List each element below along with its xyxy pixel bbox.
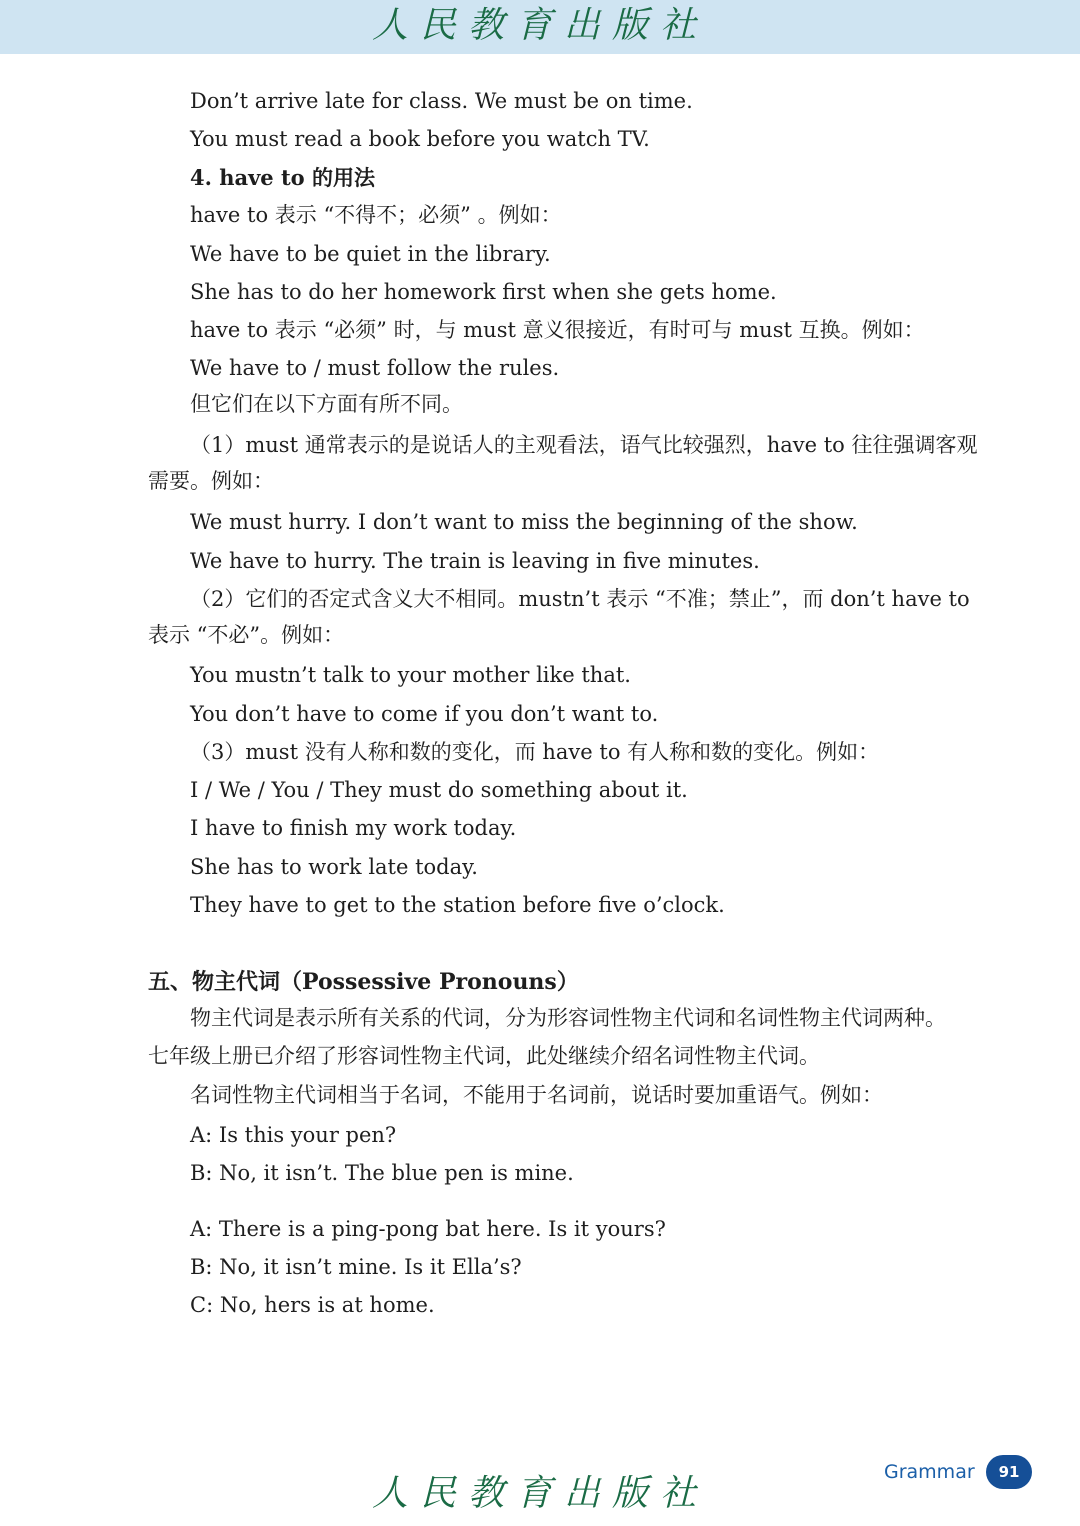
example-line: We have to hurry. The train is leaving in five minutes. xyxy=(190,549,760,573)
dialogue-line: A: Is this your pen? xyxy=(190,1123,397,1147)
text-line: 七年级上册已介绍了形容词性物主代词，此处继续介绍名词性物主代词。 xyxy=(148,1044,820,1068)
text-line: Don’t arrive late for class. We must be on time. xyxy=(190,89,693,113)
dialogue-line: B: No, it isn’t mine. Is it Ella’s? xyxy=(190,1255,522,1279)
example-line: We have to / must follow the rules. xyxy=(190,356,560,380)
footer-section-label: Grammar xyxy=(884,1461,975,1483)
text-line: have to 表示 “不得不；必须” 。例如： xyxy=(190,203,562,227)
text-line: have to 表示 “必须” 时，与 must 意义很接近，有时可与 must 互换。例如： xyxy=(190,318,925,342)
text-line: 名词性物主代词相当于名词，不能用于名词前，说话时要加重语气。例如： xyxy=(190,1083,883,1107)
dialogue-line: B: No, it isn’t. The blue pen is mine. xyxy=(190,1161,574,1185)
example-line: We must hurry. I don’t want to miss the beginning of the show. xyxy=(190,510,858,534)
example-line: She has to work late today. xyxy=(190,855,478,879)
example-line: I have to finish my work today. xyxy=(190,816,517,840)
text-line: You must read a book before you watch TV. xyxy=(190,127,650,151)
text-line: 表示 “不必”。例如： xyxy=(148,623,345,647)
dialogue-line: C: No, hers is at home. xyxy=(190,1293,435,1317)
text-line: 需要。例如： xyxy=(148,469,274,493)
example-line: I / We / You / They must do something about it. xyxy=(190,778,688,802)
dialogue-line: A: There is a ping-pong bat here. Is it yours? xyxy=(190,1217,666,1241)
publisher-logo-footer: 人民教育出版社 xyxy=(371,1473,708,1514)
text-line: （3）must 没有人称和数的变化，而 have to 有人称和数的变化。例如： xyxy=(190,740,880,764)
text-line: 但它们在以下方面有所不同。 xyxy=(190,392,463,416)
text-line: （2）它们的否定式含义大不相同。mustn’t 表示 “不准；禁止”，而 don’t have to xyxy=(190,587,970,611)
example-line: They have to get to the station before five o’clock. xyxy=(190,893,725,917)
text-line: 物主代词是表示所有关系的代词，分为形容词性物主代词和名词性物主代词两种。 xyxy=(190,1006,946,1030)
example-line: You mustn’t talk to your mother like that. xyxy=(190,663,631,687)
section-heading: 五、物主代词（Possessive Pronouns） xyxy=(148,969,579,995)
subsection-heading: 4. have to 的用法 xyxy=(190,165,376,190)
example-line: We have to be quiet in the library. xyxy=(190,242,551,266)
page-number-badge: 91 xyxy=(986,1455,1032,1489)
publisher-logo: 人民教育出版社 xyxy=(371,5,708,46)
example-line: You don’t have to come if you don’t want to. xyxy=(190,702,659,726)
example-line: She has to do her homework first when she gets home. xyxy=(190,280,777,304)
text-line: （1）must 通常表示的是说话人的主观看法，语气比较强烈，have to 往往强调客观 xyxy=(190,433,978,457)
